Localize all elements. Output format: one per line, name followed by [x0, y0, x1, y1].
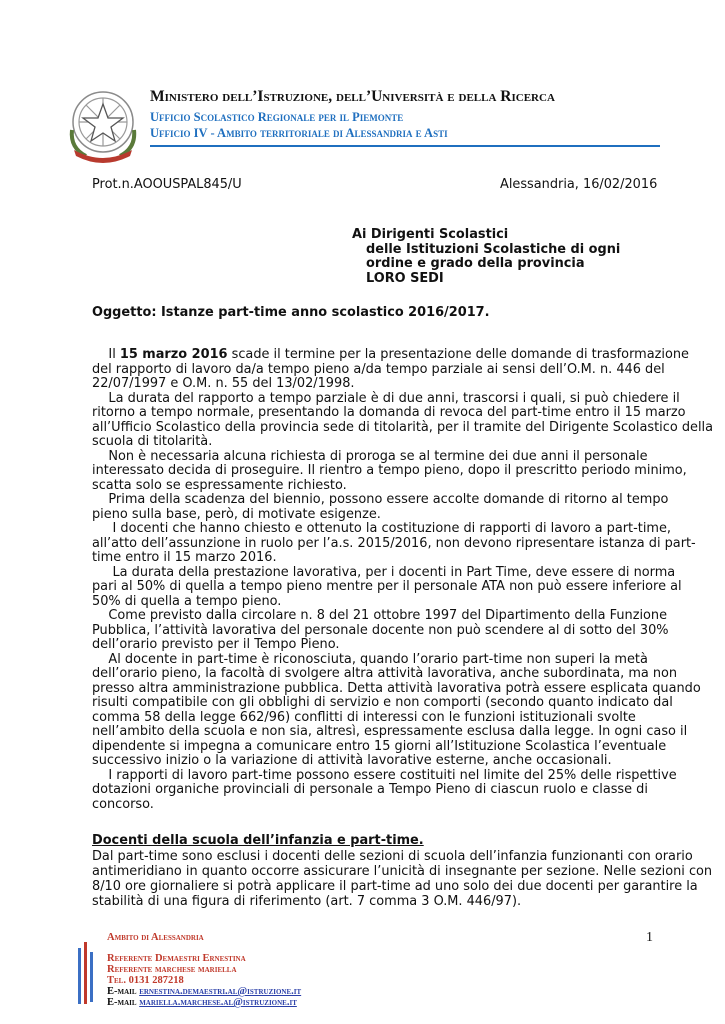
- letter-body: [92, 347, 714, 812]
- footer-email-2: [107, 997, 297, 1008]
- body-line: Prima della scadenza del biennio, possono essere accolte domande di ritorno al tempo: [92, 492, 669, 507]
- body-line: pari al 50% di quella a tempo pieno mentre per il personale ATA non può essere inferiore al: [92, 579, 682, 594]
- body-line: all’atto dell’assunzione in ruolo per l’a.s. 2015/2016, non devono ripresentare istanza di part-: [92, 535, 696, 551]
- ministry-name: Ministero dell’Istruzione, dell’Università e della Ricerca: [150, 88, 555, 105]
- intro-line: [92, 348, 713, 363]
- section-line: 8/10 ore giornaliere si potrà applicare il part-time ad uno solo dei due docenti per garantire la: [92, 879, 698, 894]
- section-line: Dal part-time sono esclusi i docenti delle sezioni di scuola dell’infanzia funzionanti con orario: [92, 849, 693, 864]
- body-line: presso altra amministrazione pubblica. Detta attività lavorativa potrà essere esplicata quando: [92, 680, 701, 696]
- footer-email-1: [107, 986, 301, 997]
- body-line: dell’orario previsto per il Tempo Pieno.: [92, 637, 340, 652]
- body-line: Al docente in part-time è riconosciuta, quando l’orario part-time non superi la metà: [92, 651, 648, 667]
- body-line: time entro il 15 marzo 2016.: [92, 550, 277, 565]
- body-line: dell’orario pieno, la facoltà di svolgere altra attività lavorativa, anche subordinata, ma non: [92, 666, 678, 681]
- page-number: 1: [646, 930, 653, 945]
- place-and-date: Alessandria, 16/02/2016: [500, 177, 658, 192]
- body-line: scuola di titolarità.: [92, 434, 213, 449]
- body-line: all’Ufficio Scolastico della provincia sede di titolarità, per il tramite del Dirigente Scolastico della: [92, 419, 714, 435]
- email-label: E-mail: [107, 986, 137, 997]
- body-line: Come previsto dalla circolare n. 8 del 21 ottobre 1997 del Dipartimento della Funzione: [92, 608, 668, 623]
- body-line: pieno sulla base, però, di motivate esigenze.: [92, 506, 381, 522]
- subject-line: Oggetto: Istanze part-time anno scolastico 2016/2017.: [92, 305, 490, 320]
- header-divider: [150, 145, 660, 147]
- recipient-line: LORO SEDI: [366, 270, 444, 286]
- recipients-block: [352, 228, 620, 286]
- body-lines: [92, 361, 714, 812]
- email-label: E-mail: [107, 997, 137, 1008]
- intro-post: scade il termine per la presentazione delle domande di trasformazione: [227, 347, 689, 362]
- body-line: comma 58 della legge 662/96) conflitti di interessi con le funzioni istituzionali svolte: [92, 709, 636, 725]
- section-body: [92, 850, 712, 910]
- body-line: dipendente si impegna a comunicare entro 15 giorni all’Istituzione Scolastica l’eventuale: [92, 738, 667, 754]
- footer-logo-icon: [76, 942, 96, 1008]
- section-title: Docenti della scuola dell’infanzia e part-time.: [92, 833, 424, 848]
- body-line: dotazioni organiche provinciali di personale a Tempo Pieno di ciascun ruolo e classe di: [92, 782, 648, 797]
- body-line: I docenti che hanno chiesto e ottenuto la costituzione di rapporti di lavoro a part-time,: [92, 521, 671, 536]
- body-line: concorso.: [92, 796, 154, 812]
- body-line: La durata della prestazione lavorativa, per i docenti in Part Time, deve essere di norma: [92, 564, 676, 580]
- body-line: successivo inizio o la variazione di attività lavorative esterne, anche occasionali.: [92, 753, 612, 768]
- email-link-1[interactable]: ernestina.demaestri.al@istruzione.it: [139, 986, 302, 997]
- section-line: stabilità di una figura di riferimento (art. 7 comma 3 O.M. 446/97).: [92, 894, 522, 909]
- body-line: 22/07/1997 e O.M. n. 55 del 13/02/1998.: [92, 376, 355, 391]
- body-line: nell’ambito della scuola e non sia, altresì, espressamente esclusa dalla legge. In ogni caso il: [92, 724, 688, 739]
- body-line: Non è necessaria alcuna richiesta di proroga se al termine dei due anni il personale: [92, 448, 648, 464]
- body-line: risulti compatibile con gli obblighi di servizio e non comporti (secondo quanto indicato dal: [92, 695, 673, 710]
- email-link-2[interactable]: mariella.marchese.al@istruzione.it: [139, 997, 297, 1008]
- footer-referente-2: Referente marchese mariella: [107, 964, 237, 975]
- footer-telephone: Tel. 0131 287218: [107, 975, 184, 986]
- body-line: La durata del rapporto a tempo parziale è di due anni, trascorsi i quali, si può chiedere il: [92, 390, 680, 406]
- footer-ambito: Ambito di Alessandria: [107, 932, 204, 943]
- intro-pre: Il: [108, 347, 120, 362]
- deadline-date: 15 marzo 2016: [119, 347, 228, 362]
- section-line: antimeridiano in quanto occorre assicurare l’unicità di insegnante per sezione. Nelle sezioni con: [92, 864, 713, 879]
- territorial-office-name: Ufficio IV - Ambito territoriale di Alessandria e Asti: [150, 126, 448, 140]
- body-line: 50% di quella a tempo pieno.: [92, 593, 282, 609]
- body-line: ritorno a tempo normale, presentando la domanda di revoca del part-time entro il 15 marzo: [92, 405, 686, 420]
- body-line: Pubblica, l’attività lavorativa del personale docente non può scendere al di sotto del 30%: [92, 622, 669, 638]
- footer-referente-1: Referente Demaestri Ernestina: [107, 953, 246, 964]
- recipient-line: delle Istituzioni Scolastiche di ogni: [366, 241, 621, 257]
- body-line: interessato decida di proseguire. Il rientro a tempo pieno, dopo il prescritto periodo minimo,: [92, 463, 687, 478]
- recipient-line: ordine e grado della provincia: [366, 256, 585, 271]
- republic-emblem-icon: [62, 82, 144, 164]
- body-line: scatta solo se espressamente richiesto.: [92, 477, 347, 493]
- protocol-number: Prot.n.AOOUSPAL845/U: [92, 177, 242, 192]
- body-line: del rapporto di lavoro da/a tempo pieno a/da tempo parziale ai sensi dell’O.M. n. 446 del: [92, 361, 665, 377]
- regional-office-name: Ufficio Scolastico Regionale per il Piemonte: [150, 110, 404, 124]
- recipient-line: Ai Dirigenti Scolastici: [352, 227, 509, 242]
- body-line: I rapporti di lavoro part-time possono essere costituiti nel limite del 25% delle rispettive: [92, 767, 677, 783]
